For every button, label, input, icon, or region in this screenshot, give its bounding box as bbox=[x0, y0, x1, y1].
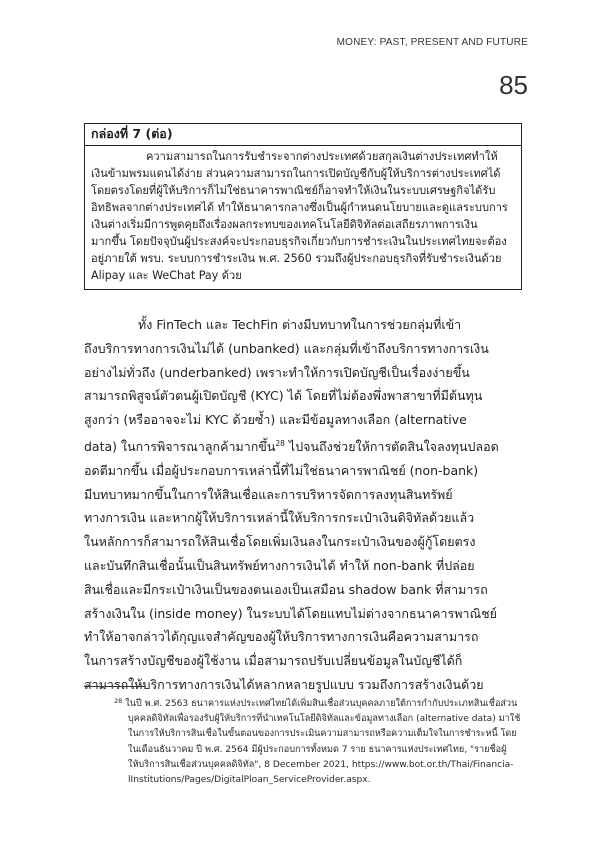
footnote-separator bbox=[84, 686, 146, 687]
footnote-line: บุคคลดิจิทัลเพื่อรองรับผู้ให้บริการที่นำเทคโนโลยีดิจิทัลและข้อมูลทางเลือก (alternative data) มาใช้ bbox=[128, 714, 521, 725]
body-line: ทางการเงิน และหากผู้ให้บริการเหล่านี้ให้บริการกระเป๋าเงินดิจิทัลด้วยแล้ว bbox=[84, 510, 475, 526]
body-line: ในหลักการก็สามารถให้สินเชื่อโดยเพิ่มเงินลงในกระเป๋าเงินของผู้กู้โดยตรง bbox=[84, 534, 476, 550]
body-line: สามารถให้บริการทางการเงินได้หลากหลายรูปแบบ รวมถึงการสร้างเงินด้วย bbox=[84, 676, 484, 692]
footnote-line: ในการให้บริการสินเชื่อในขั้นตอนของการประเมินความสามารถหรือความเต็มใจในการชำระหนี้ โดย bbox=[128, 729, 517, 740]
body-line: อดตีมากขึ้น เมื่อผู้ประกอบการเหล่านี้ที่ไม่ใช่ธนาคารพาณิชย์ (non-bank) bbox=[84, 462, 479, 478]
footnote-line bbox=[114, 694, 524, 712]
box-line: อยู่ภายใต้ พรบ. ระบบการชำระเงิน พ.ศ. 2560 รวมถึงผู้ประกอบธุรกิจที่รับชำระเงินด้วย bbox=[91, 252, 502, 265]
body-line-head: data) ในการพิจารณาลูกค้ามากขึ้น bbox=[84, 438, 276, 454]
running-header-title: MONEY: PAST, PRESENT AND FUTURE bbox=[336, 37, 528, 48]
footnote-reference[interactable]: 28 bbox=[275, 438, 285, 448]
box-line: มากขึ้น โดยปัจจุบันผู้ประสงค์จะประกอบธุรกิจเกี่ยวกับการชำระเงินในประเทศไทยจะต้อง bbox=[91, 235, 507, 248]
body-line: ทำให้อาจกล่าวได้กุญแจสำคัญของผู้ให้บริการทางการเงินคือความสามารถ bbox=[84, 629, 479, 645]
body-line: สูงกว่า (หรืออาจจะไม่ KYC ด้วยซ้ำ) และมีข้อมูลทางเลือก (alternative bbox=[84, 412, 467, 428]
footnote-link[interactable]: lInstitutions/Pages/DigitalPloan_ServiceProvider.aspx. bbox=[128, 775, 371, 786]
footnote-line: ให้บริการสินเชื่อส่วนบุคคลดิจิทัล", 8 December 2021, https://www.bot.or.th/Thai/Financia- bbox=[128, 759, 514, 770]
body-line: สร้างเงินใน (inside money) ในระบบได้โดยแทบไม่ต่างจากธนาคารพาณิชย์ bbox=[84, 605, 497, 621]
body-line: สินเชื่อและมีกระเป๋าเงินเป็นของตนเองเป็นเสมือน shadow bank ที่สามารถ bbox=[84, 581, 488, 597]
page-number: 85 bbox=[499, 70, 528, 100]
box-line: Alipay และ WeChat Pay ด้วย bbox=[91, 269, 242, 282]
box-line: เงินต่างเริ่มมีการพูดคุยถึงเรื่องผลกระทบของเทคโนโลยีดิจิทัลต่อเสถียรภาพการเงิน bbox=[91, 218, 478, 231]
body-line: มีบทบาทมากขึ้นในการให้สินเชื่อและการบริหารจัดการลงทุนสินทรัพย์ bbox=[84, 486, 453, 502]
box-title: กล่องที่ 7 (ต่อ) bbox=[85, 124, 521, 146]
box-line: โดยตรงโดยที่ผู้ให้บริการก็ไม่ใช่ธนาคารพาณิชย์ก็อาจทำให้เงินในระบบเศรษฐกิจได้รับ bbox=[91, 184, 496, 197]
footnote-marker: 28 bbox=[114, 697, 123, 705]
body-line: สามารถพิสูจน์ตัวตนผู้เปิดบัญชี (KYC) ได้ โดยที่ไม่ต้องพึ่งพาสาขาที่มีต้นทุน bbox=[84, 388, 483, 404]
box-line: เงินข้ามพรมแดนได้ง่าย ส่วนความสามารถในการเปิดบัญชีกับผู้ให้บริการต่างประเทศได้ bbox=[91, 167, 501, 180]
body-line: อย่างไม่ทั่วถึง (underbanked) เพราะทำให้การเปิดบัญชีเป็นเรื่องง่ายขึ้น bbox=[84, 364, 470, 380]
sidebar-box-7 bbox=[84, 123, 522, 290]
box-line: อิทธิพลจากต่างประเทศได้ ทำให้ธนาคารกลางซึ่งเป็นผู้กำหนดนโยบายและดูแลระบบการ bbox=[91, 201, 508, 214]
body-line: ถึงบริการทางการเงินไม่ได้ (unbanked) และกลุ่มที่เข้าถึงบริการทางการเงิน bbox=[84, 340, 489, 356]
box-line: ความสามารถในการรับชำระจากต่างประเทศด้วยสกุลเงินต่างประเทศทำให้ bbox=[146, 150, 498, 163]
body-line bbox=[84, 432, 524, 459]
body-line: ในการสร้างบัญชีของผู้ใช้งาน เมื่อสามารถปรับเปลี่ยนข้อมูลในบัญชีได้ก็ bbox=[84, 653, 463, 669]
footnote-line: ในเดือนธันวาคม ปี พ.ศ. 2564 มีผู้ประกอบการทั้งหมด 7 ราย ธนาคารแห่งประเทศไทย, "รายชื่อผู้ bbox=[128, 744, 507, 755]
footnote-28 bbox=[114, 694, 524, 788]
footnote-text: ในปี พ.ศ. 2563 ธนาคารแห่งประเทศไทยได้เพิ่มสินเชื่อส่วนบุคคลภายใต้การกำกับประเภทสินเชื่อส่วน bbox=[125, 699, 518, 709]
box-body bbox=[85, 146, 521, 284]
body-line: และบันทึกสินเชื่อนั้นเป็นสินทรัพย์ทางการเงินได้ ทำให้ non-bank ที่ปล่อย bbox=[84, 557, 475, 573]
body-line: ทั้ง FinTech และ TechFin ต่างมีบทบาทในการช่วยกลุ่มที่เข้า bbox=[138, 317, 462, 332]
body-paragraph bbox=[84, 313, 524, 697]
body-line-tail: ไปจนถึงช่วยให้การตัดสินใจลงทุนปลอด bbox=[284, 438, 499, 454]
